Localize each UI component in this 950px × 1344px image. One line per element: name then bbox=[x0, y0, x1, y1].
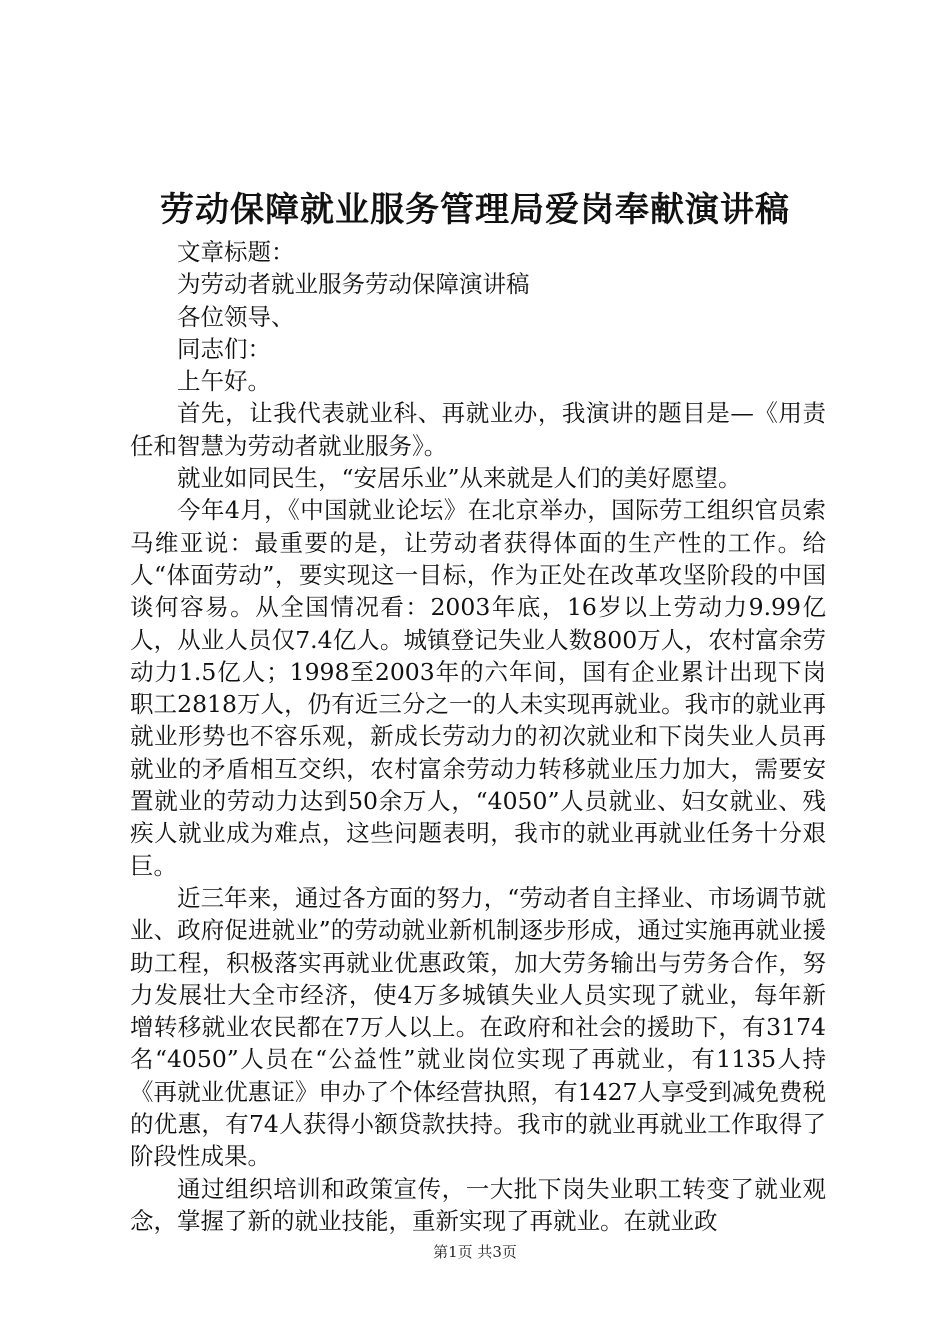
paragraph-achievements: 近三年来，通过各方面的努力，“劳动者自主择业、市场调节就业、政府促进就业”的劳动就业新机制逐步形成，通过实施再就业援助工程，积极落实再就业优惠政策，加大劳务输出与劳务合作，努力发展壮大全市经济，使4万多城镇失业人员实现了就业，每年新增转移就业农民都在7万人以上。在政府和社会的援助下，有3174名“4050”人员在“公益性”就业岗位实现了再就业，有1135人持《再就业优惠证》申办了个体经营执照，有1427人享受到减免费税的优惠，有74人获得小额贷款扶持。我市的就业再就业工作取得了阶段性成果。 bbox=[130, 883, 826, 1171]
paragraph-salutation-leaders: 各位领导、 bbox=[177, 302, 295, 331]
page-footer: 第1页 共3页 bbox=[433, 1243, 517, 1261]
paragraph-employment-livelihood: 就业如同民生，“安居乐业”从来就是人们的美好愿望。 bbox=[177, 464, 742, 493]
paragraph-national-situation: 今年4月，《中国就业论坛》在北京举办，国际劳工组织官员索马维亚说：最重要的是，让劳动者获得体面的生产性的工作。给人“体面劳动”，要实现这一目标，作为正处在改革攻坚阶段的中国谈何容易。从全国情况看：2003年底，16岁以上劳动力9.99亿人，从业人员仅7.4亿人。城镇登记失业人数800万人，农村富余劳动力1.5亿人；1998至2003年的六年间，国有企业累计出现下岗职工2818万人，仍有近三分之一的人未实现再就业。我市的就业再就业形势也不容乐观，新成长劳动力的初次就业和下岗失业人员再就业的矛盾相互交织，农村富余劳动力转移就业压力加大，需要安置就业的劳动力达到50余万人，“4050”人员就业、妇女就业、残疾人就业成为难点，这些问题表明，我市的就业再就业任务十分艰巨。 bbox=[130, 496, 826, 880]
document-title: 劳动保障就业服务管理局爱岗奉献演讲稿 bbox=[160, 190, 790, 230]
paragraph-training: 通过组织培训和政策宣传，一大批下岗失业职工转变了就业观念，掌握了新的就业技能，重新实现了再就业。在就业政 bbox=[130, 1174, 826, 1235]
document-body bbox=[130, 236, 826, 1237]
paragraph-introduction: 首先，让我代表就业科、再就业办，我演讲的题目是—《用责任和智慧为劳动者就业服务》。 bbox=[130, 399, 826, 460]
paragraph-article-label: 文章标题： bbox=[177, 238, 295, 266]
paragraph-greeting: 上午好。 bbox=[177, 367, 271, 396]
paragraph-salutation-comrades: 同志们： bbox=[177, 334, 271, 363]
paragraph-article-subtitle: 为劳动者就业服务劳动保障演讲稿 bbox=[177, 270, 530, 299]
